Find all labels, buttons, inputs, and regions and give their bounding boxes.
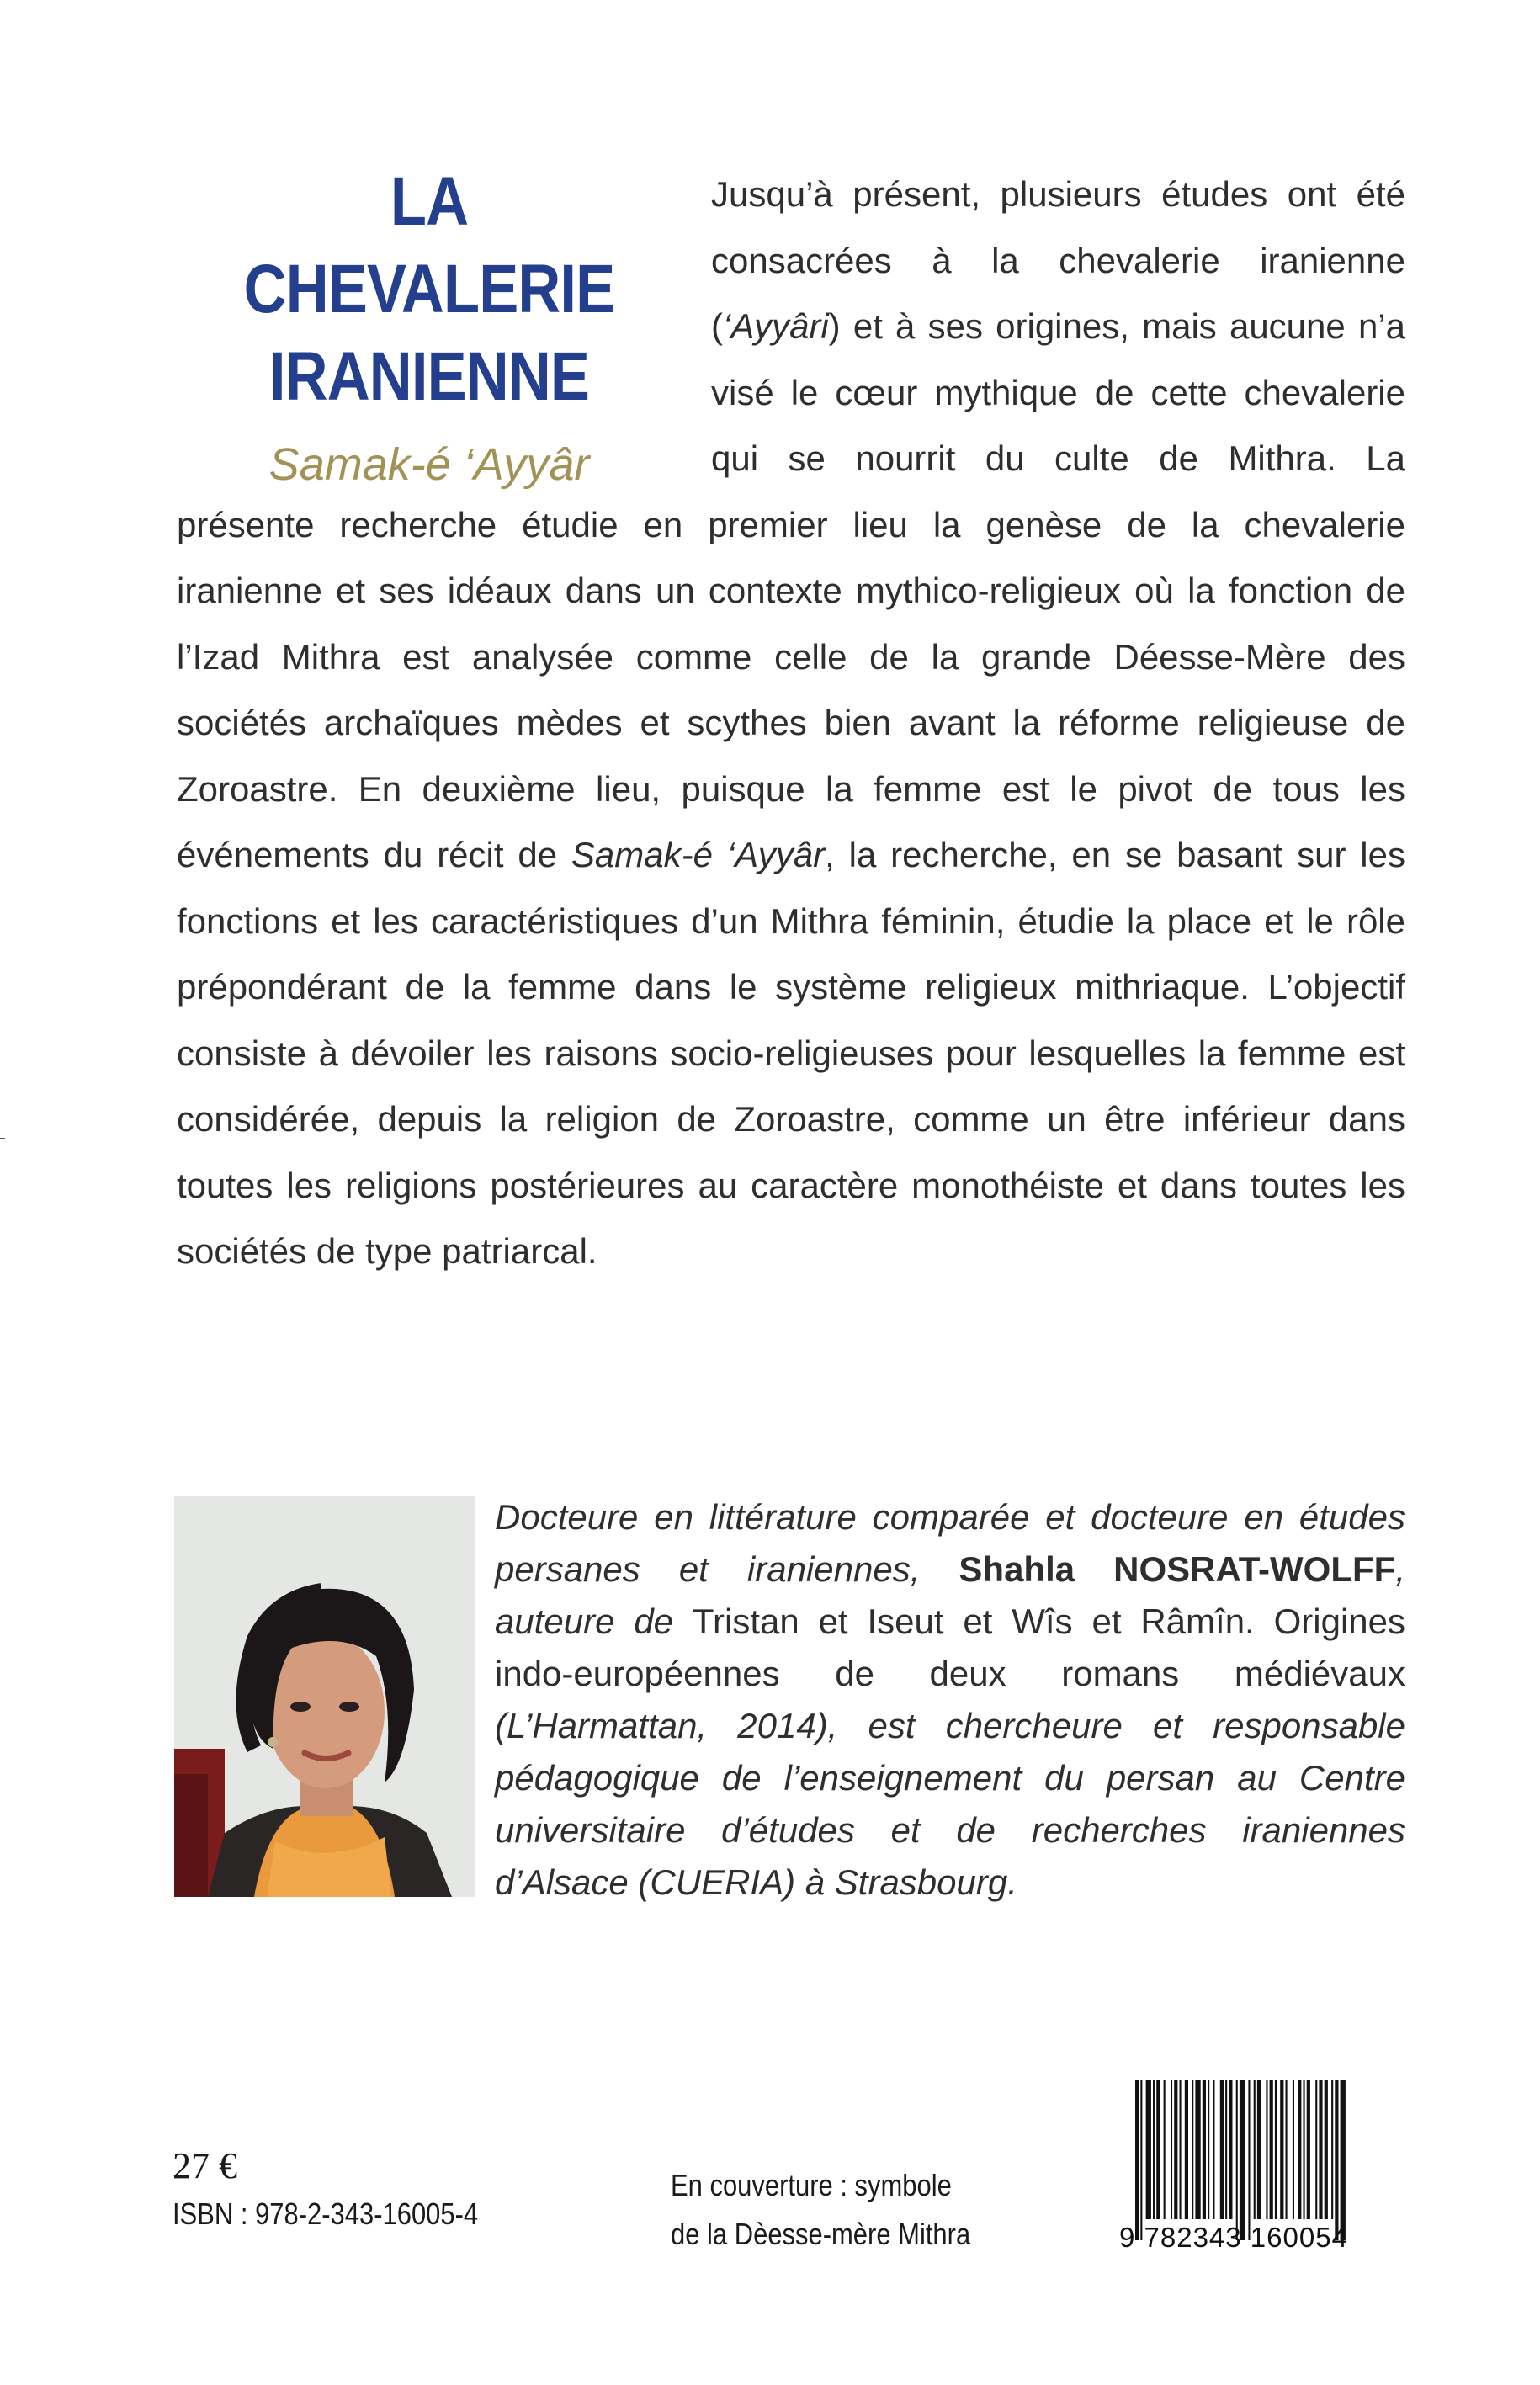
price: 27 €: [173, 2145, 237, 2186]
title-spacer: [177, 162, 711, 490]
barcode-bar: [1248, 2080, 1250, 2240]
book-subtitle: Samak-é ‘Ayyâr: [268, 439, 590, 490]
barcode-bar: [1140, 2080, 1142, 2240]
bio-part-1: Docteure en littérature comparée et docteure en études persanes et iraniennes,: [495, 1497, 1405, 1589]
barcode-bar: [1319, 2080, 1322, 2219]
barcode-bar: [1203, 2080, 1206, 2219]
barcode-bar: [1164, 2080, 1166, 2219]
summary-italic-samak: Samak-é ‘Ayyâr: [571, 835, 826, 874]
barcode-bar: [1275, 2080, 1277, 2219]
isbn: ISBN : 978-2-343-16005-4: [173, 2196, 479, 2231]
barcode-bar: [1208, 2080, 1209, 2219]
book-title-line-1: LA CHEVALERIE: [243, 163, 615, 327]
barcode-bar: [1195, 2080, 1200, 2219]
bio-part-2: , auteure de: [495, 1549, 1405, 1641]
book-title-line-2: IRANIENNE: [268, 338, 590, 415]
barcode-bar: [1254, 2080, 1256, 2219]
barcode-bar: [1280, 2080, 1283, 2219]
bio-book-title: Tristan et Iseut et Wîs et Râmîn. Origines indo-européennes de deux romans médiévaux: [495, 1602, 1405, 1693]
barcode-bar: [1153, 2080, 1155, 2219]
author-bio: [495, 1491, 1405, 1909]
cover-note-line-2: de la Dèesse-mère Mithra: [671, 2217, 971, 2251]
barcode-bar: [1325, 2080, 1328, 2219]
author-portrait-illustration: [174, 1496, 475, 1897]
bio-part-3: (L’Harmattan, 2014), est chercheure et responsable pédagogique de l’enseignement du persan au Centre universitaire d’études et de recherches iraniennes d’Alsace (CUERIA) à Strasbourg.: [495, 1706, 1405, 1902]
barcode-bar: [1341, 2080, 1346, 2240]
barcode-bar: [1298, 2080, 1301, 2219]
barcode-bar: [1156, 2080, 1160, 2219]
barcode-bar: [1236, 2080, 1238, 2240]
barcode-bar: [1257, 2080, 1261, 2219]
barcode-bar: [1286, 2080, 1288, 2219]
author-photo: [174, 1496, 475, 1897]
barcode-bar: [1192, 2080, 1193, 2219]
summary-part-1: Jusqu’à présent, plusieurs études ont été consacrées à la chevalerie iranienne (: [711, 174, 1405, 346]
barcode-bar: [1185, 2080, 1188, 2219]
barcode-bar: [1266, 2080, 1267, 2219]
barcode-bar: [1304, 2080, 1305, 2219]
summary-part-3: , la recherche, en se basant sur les fonctions et les caractéristiques d’un Mithra féminin, étudie la place et le rôle prépondérant de la femme dans le système religieux mithriaque. L’objectif consiste à dévoiler les raisons socio-religieuses pour lesquelles la femme est considérée, depuis la religion de Zoroastre, comme un être inférieur dans toutes les religions postérieures au caractère monothéiste et dans toutes les sociétés de type patriarcal.: [177, 835, 1405, 1271]
cover-note-line-1: En couverture : symbole: [671, 2168, 952, 2202]
summary-part-2: ) et à ses origines, mais aucune n’a visé le cœur mythique de cette chevalerie qui se nourrit du culte de Mithra. La présente recherche étudie en premier lieu la genèse de la chevalerie iranienne et ses idéaux dans un contexte mythico-religieux où la fonction de l’Izad Mithra est analysée comme celle de la grande Déesse-Mère des sociétés archaïques mèdes et scythes bien avant la réforme religieuse de Zoroastre. En deuxième lieu, puisque la femme est le pivot de tous les événements du récit de: [177, 306, 1405, 874]
barcode-bar: [1180, 2080, 1182, 2219]
margin-tick: [0, 1138, 5, 1139]
barcode-bar: [1213, 2080, 1214, 2219]
barcode-bar: [1171, 2080, 1172, 2219]
barcode-bar: [1315, 2080, 1317, 2219]
barcode-bar: [1240, 2080, 1245, 2240]
barcode-bar: [1174, 2080, 1177, 2219]
barcode-bar: [1146, 2080, 1151, 2219]
cover-note: [671, 2161, 970, 2259]
author-name: Shahla NOSRAT-WOLFF: [959, 1549, 1396, 1589]
barcode-bar: [1229, 2080, 1232, 2219]
barcode-bar: [1135, 2080, 1139, 2240]
barcode-bar: [1331, 2080, 1333, 2219]
barcode-bar: [1220, 2080, 1224, 2219]
barcode-bar: [1335, 2080, 1338, 2240]
summary-text: [177, 162, 1405, 1285]
barcode-digits: 9 782343 160054: [1119, 2222, 1348, 2253]
barcode-bar: [1307, 2080, 1310, 2219]
barcode-bar: [1270, 2080, 1273, 2219]
barcode-bar: [1225, 2080, 1227, 2219]
barcode-bar: [1293, 2080, 1294, 2219]
summary-italic-ayyari: ‘Ayyâri: [723, 306, 829, 346]
